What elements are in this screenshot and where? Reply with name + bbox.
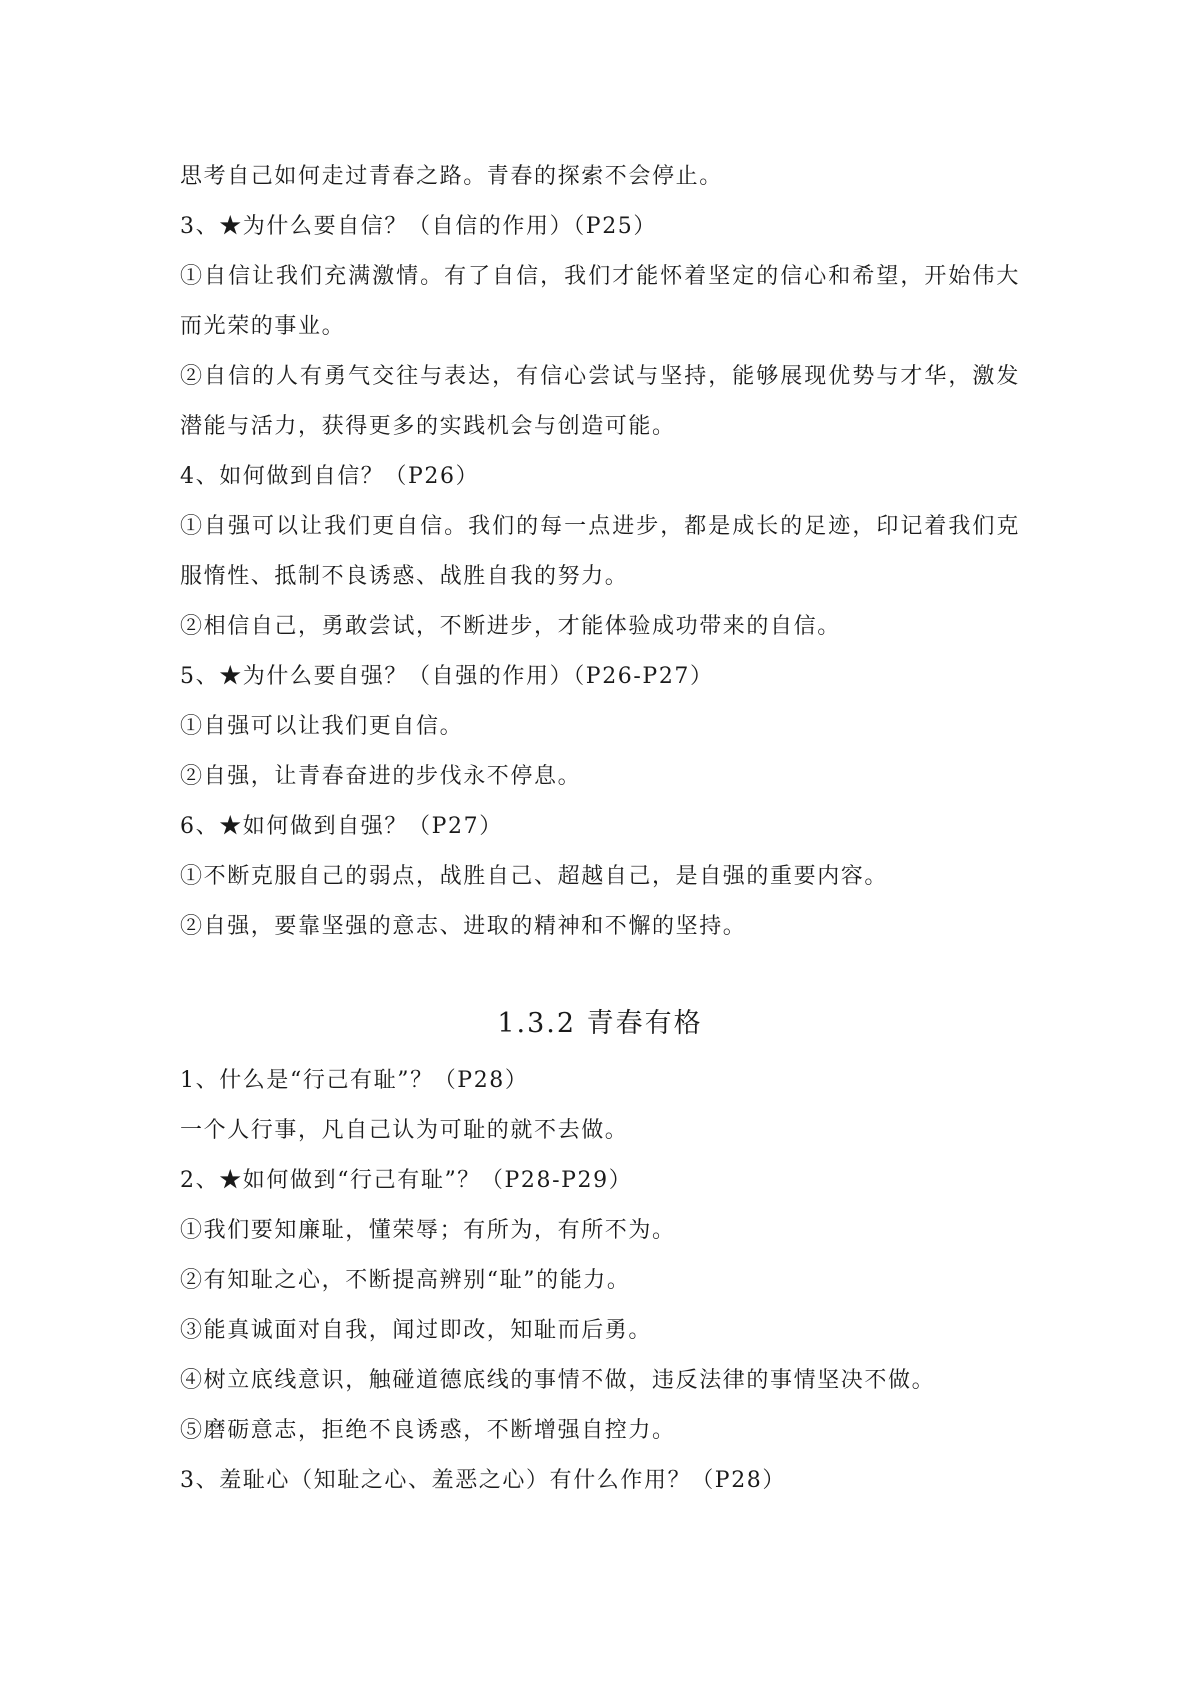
question-4-confidence-how: 4、如何做到自信？（P26） — [180, 464, 480, 489]
document-page — [180, 152, 1020, 1506]
answer-item: ②有知耻之心，不断提高辨别“耻”的能力。 — [180, 1268, 631, 1293]
question-6-self-strength-how: 6、★如何做到自强？（P27） — [180, 814, 503, 839]
answer-item: ⑤磨砺意志，拒绝不良诱惑，不断增强自控力。 — [180, 1418, 676, 1443]
answer-item: ①自强可以让我们更自信。 — [180, 714, 464, 739]
question-5-self-strength-why: 5、★为什么要自强？（自强的作用）（P26-P27） — [180, 664, 714, 689]
answer-item: ②自强，让青春奋进的步伐永不停息。 — [180, 764, 582, 789]
question-2-how-shame: 2、★如何做到“行己有耻”？（P28-P29） — [180, 1168, 633, 1193]
answer-item: ①自强可以让我们更自信。我们的每一点进步，都是成长的足迹，印记着我们克服惰性、抵制不良诱惑、战胜自我的努力。 — [180, 514, 1020, 589]
answer-item: ②自信的人有勇气交往与表达，有信心尝试与坚持，能够展现优势与才华，激发潜能与活力，获得更多的实践机会与创造可能。 — [180, 364, 1020, 439]
section-heading: 1.3.2 青春有格 — [497, 1008, 703, 1039]
answer-item: ③能真诚面对自我，闻过即改，知耻而后勇。 — [180, 1318, 653, 1343]
answer-item: 一个人行事，凡自己认为可耻的就不去做。 — [180, 1118, 629, 1143]
answer-item: ①不断克服自己的弱点，战胜自己、超越自己，是自强的重要内容。 — [180, 864, 889, 889]
answer-item: ②相信自己，勇敢尝试，不断进步，才能体验成功带来的自信。 — [180, 614, 841, 639]
answer-item: ①自信让我们充满激情。有了自信，我们才能怀着坚定的信心和希望，开始伟大而光荣的事业。 — [180, 264, 1020, 339]
answer-item: ①我们要知廉耻，懂荣辱；有所为，有所不为。 — [180, 1218, 676, 1243]
question-3-confidence-why: 3、★为什么要自信？（自信的作用）（P25） — [180, 214, 657, 239]
answer-item: ④树立底线意识，触碰道德底线的事情不做，违反法律的事情坚决不做。 — [180, 1368, 936, 1393]
continuation-text: 思考自己如何走过青春之路。青春的探索不会停止。 — [180, 164, 723, 189]
answer-item: ②自强，要靠坚强的意志、进取的精神和不懈的坚持。 — [180, 914, 747, 939]
question-1-what-is-shame: 1、什么是“行己有耻”？（P28） — [180, 1068, 529, 1093]
question-3-shame-effect: 3、羞耻心（知耻之心、羞恶之心）有什么作用？（P28） — [180, 1468, 786, 1493]
